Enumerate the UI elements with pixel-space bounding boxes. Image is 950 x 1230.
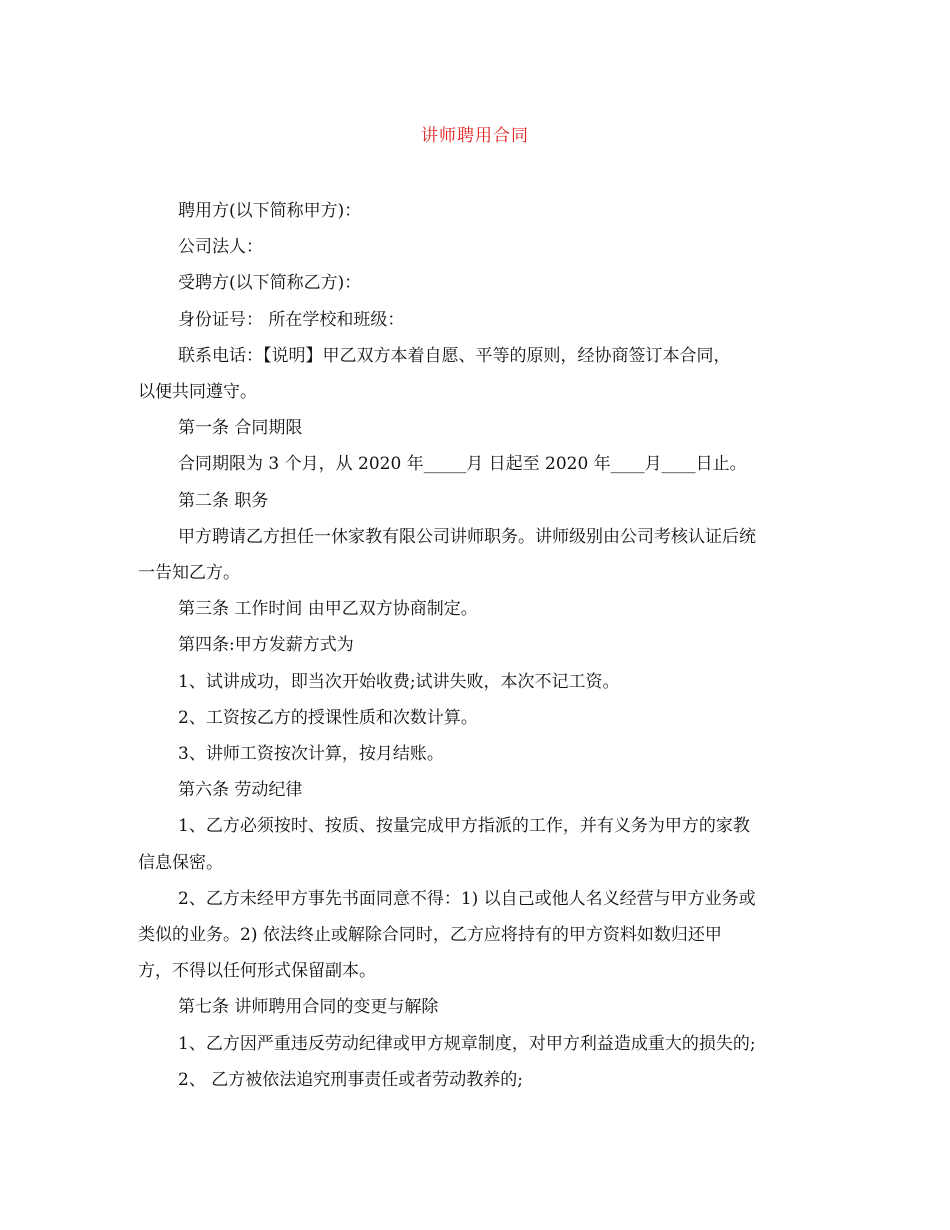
paragraph — [138, 591, 818, 627]
document-body — [138, 193, 818, 1098]
paragraph-line: 1、试讲成功，即当次开始收费;试讲失败，本次不记工资。 — [178, 671, 620, 692]
paragraph — [138, 229, 818, 265]
paragraph — [138, 808, 818, 880]
paragraph — [138, 410, 818, 446]
paragraph — [138, 302, 818, 338]
paragraph-line: 甲方聘请乙方担任一休家教有限公司讲师职务。讲师级别由公司考核认证后统 — [178, 526, 756, 547]
paragraph — [138, 519, 818, 591]
paragraph-line: 第一条 合同期限 — [178, 418, 303, 439]
paragraph — [138, 193, 818, 229]
paragraph-line: 类似的业务。2) 依法终止或解除合同时，乙方应将持有的甲方资料如数归还甲 — [138, 925, 722, 946]
paragraph — [138, 338, 818, 410]
document-title: 讲师聘用合同 — [421, 126, 529, 146]
paragraph-line: 联系电话：【说明】甲乙双方本着自愿、平等的原则，经协商签订本合同， — [178, 345, 731, 366]
paragraph — [138, 989, 818, 1025]
paragraph — [138, 446, 818, 482]
paragraph — [138, 627, 818, 663]
paragraph — [138, 265, 818, 301]
paragraph-line: 以便共同遵守。 — [138, 382, 257, 403]
paragraph-line: 1、乙方必须按时、按质、按量完成甲方指派的工作，并有义务为甲方的家教 — [178, 816, 750, 837]
paragraph — [138, 736, 818, 772]
paragraph — [138, 1026, 818, 1062]
paragraph-line: 受聘方(以下简称乙方)： — [178, 273, 362, 294]
paragraph-line: 合同期限为 3 个月，从 2020 年_____月 日起至 2020 年____月____日止。 — [178, 454, 747, 475]
paragraph-line: 身份证号： 所在学校和班级： — [178, 309, 405, 330]
paragraph-line: 聘用方(以下简称甲方)： — [178, 201, 362, 221]
paragraph-line: 2、工资按乙方的授课性质和次数计算。 — [178, 707, 478, 728]
paragraph-line: 第四条:甲方发薪方式为 — [178, 635, 354, 656]
paragraph — [138, 881, 818, 990]
paragraph-line: 信息保密。 — [138, 852, 223, 873]
paragraph-line: 第六条 劳动纪律 — [178, 780, 303, 801]
paragraph — [138, 700, 818, 736]
paragraph-line: 2、 乙方被依法追究刑事责任或者劳动教养的; — [178, 1069, 523, 1090]
paragraph — [138, 483, 818, 519]
paragraph-line: 第七条 讲师聘用合同的变更与解除 — [178, 997, 439, 1018]
paragraph — [138, 1062, 818, 1098]
paragraph-line: 2、乙方未经甲方事先书面同意不得：1) 以自己或他人名义经营与甲方业务或 — [178, 888, 756, 909]
paragraph-line: 方，不得以任何形式保留副本。 — [138, 961, 376, 982]
paragraph-line: 公司法人： — [178, 237, 263, 258]
paragraph-line: 一告知乙方。 — [138, 563, 240, 584]
paragraph — [138, 664, 818, 700]
paragraph-line: 第二条 职务 — [178, 490, 269, 511]
paragraph-line: 1、乙方因严重违反劳动纪律或甲方规章制度，对甲方利益造成重大的损失的; — [178, 1033, 756, 1054]
paragraph-line: 第三条 工作时间 由甲乙双方协商制定。 — [178, 599, 478, 620]
paragraph-line: 3、讲师工资按次计算，按月结账。 — [178, 744, 444, 765]
paragraph — [138, 772, 818, 808]
